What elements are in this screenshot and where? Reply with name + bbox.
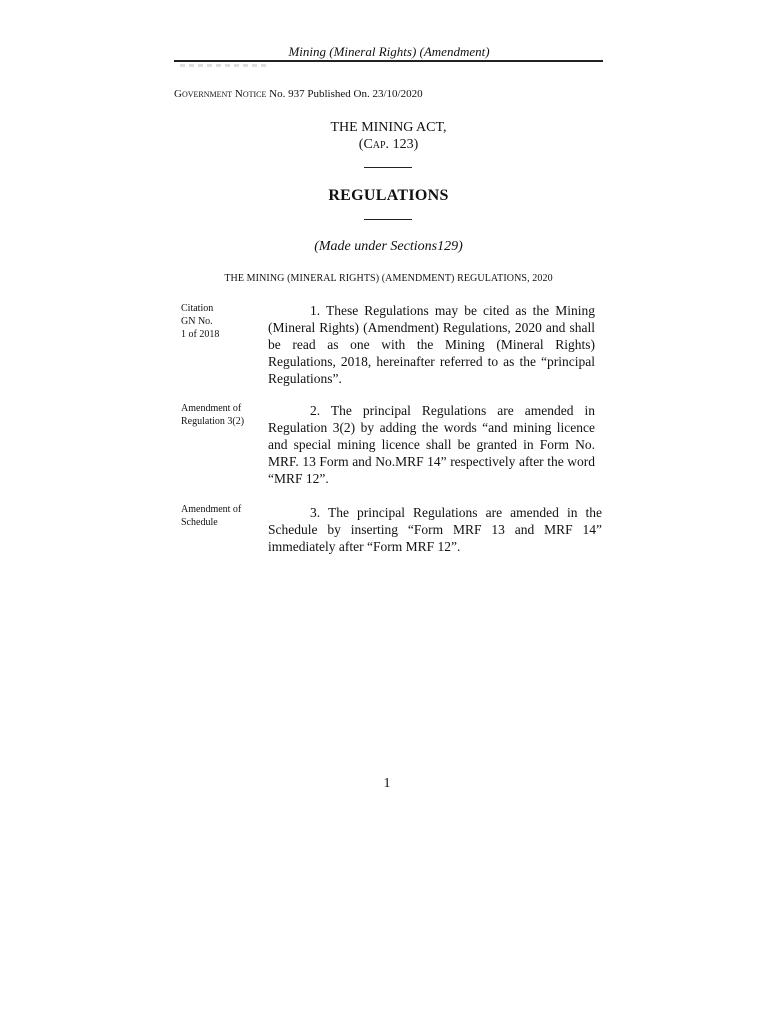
margin-note-citation [181, 302, 259, 341]
government-notice-text: No. 937 Published On. 23/10/2020 [269, 88, 423, 100]
running-header: Mining (Mineral Rights) (Amendment) [288, 44, 490, 59]
margin-note-amendment-schedule [181, 503, 259, 529]
section-3-body: 3. The principal Regulations are amended in the Schedule by inserting “Form MRF 13 and MRF 14” immediately after “Form MRF 12”. [268, 505, 602, 554]
faint-bleed-through [180, 64, 270, 67]
margin-note-line: 1 of 2018 [181, 329, 220, 340]
margin-note-line: Amendment of [181, 403, 242, 414]
government-notice-line [174, 87, 423, 102]
divider-rule [364, 219, 412, 220]
section-2-body: 2. The principal Regulations are amended in Regulation 3(2) by adding the words “and mining licence and special mining licence shall be granted in Form No. MRF. 13 Form and No.MRF 14” respectively after the word “MRF 12”. [268, 403, 595, 486]
section-1-text [268, 302, 595, 387]
regulations-heading: REGULATIONS [328, 187, 449, 204]
divider-rule [364, 167, 412, 168]
cap-label: Cap. [363, 137, 390, 152]
section-3-text [268, 504, 602, 555]
regulations-full-title: THE MINING (MINERAL RIGHTS) (AMENDMENT) REGULATIONS, 2020 [224, 273, 553, 284]
section-2-text [268, 402, 595, 487]
margin-note-line: Citation [181, 303, 214, 314]
margin-note-line: Regulation 3(2) [181, 416, 245, 427]
section-1-body: 1. These Regulations may be cited as the Mining (Mineral Rights) (Amendment) Regulations, 2020 and shall be read as one with the Mining (Mineral Rights) Regulations, 2018, hereinafter referred to as the “principal Regulations”. [268, 303, 595, 386]
margin-note-line: Amendment of [181, 504, 242, 515]
page-number: 1 [383, 776, 391, 791]
cap-number: 123) [392, 137, 419, 152]
act-title: THE MINING ACT, [330, 120, 447, 135]
cap-line [174, 136, 603, 153]
cap-open-paren: ( [358, 137, 364, 152]
margin-note-line: Schedule [181, 517, 218, 528]
margin-note-line: GN No. [181, 316, 213, 327]
margin-note-amendment-regulation [181, 402, 259, 428]
government-notice-label: Government Notice [174, 88, 267, 100]
made-under-line: (Made under Sections129) [314, 239, 463, 254]
header-rule [174, 60, 603, 62]
